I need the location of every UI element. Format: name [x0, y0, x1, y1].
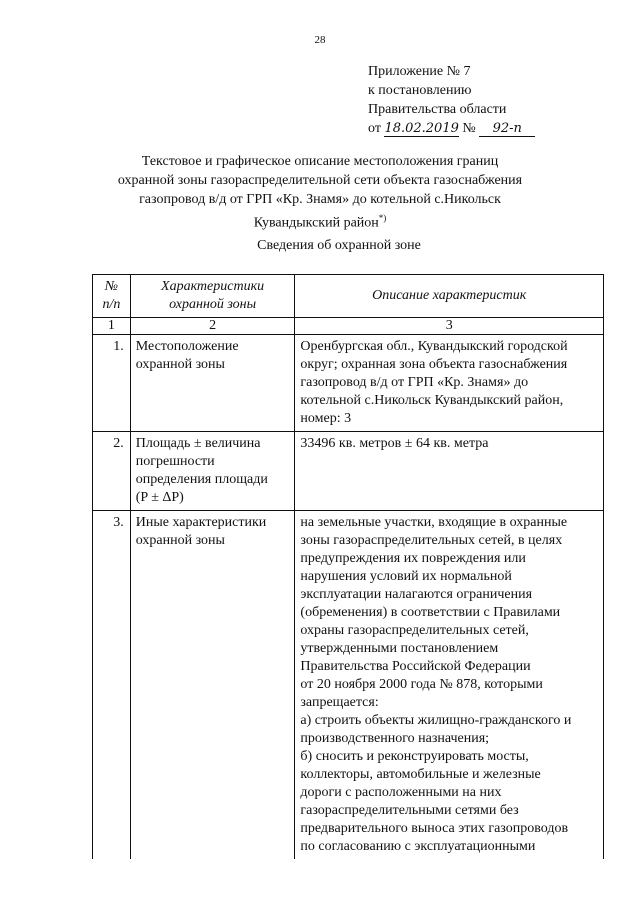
protection-zone-table — [92, 274, 604, 859]
row-number: 3. — [93, 511, 131, 860]
number-label: № — [462, 121, 476, 136]
handwritten-number: 92-п — [479, 122, 535, 137]
header-characteristics: Характеристики охранной зоны — [130, 275, 295, 318]
row-characteristic: Местоположение охранной зоны — [130, 335, 295, 432]
row-description: 33496 кв. метров ± 64 кв. метра — [295, 432, 604, 511]
table-row — [93, 335, 604, 432]
document-title — [100, 152, 540, 233]
title-district: Кувандыкский район — [253, 215, 379, 231]
page-number: 28 — [314, 34, 326, 46]
title-line-4 — [100, 209, 540, 233]
index-cell-2: 2 — [130, 318, 295, 335]
row-description: Оренбургская обл., Кувандыкский городской округ; охранная зона объекта газоснабжения газопровод в/д от ГРП «Кр. Знамя» до котельной с.Никольск Кувандыкский район, номер: 3 — [295, 335, 604, 432]
appendix-date-line — [368, 119, 535, 138]
footnote-mark: *) — [378, 213, 387, 223]
from-label: от — [368, 121, 381, 136]
title-line-3: газопровод в/д от ГРП «Кр. Знамя» до котельной с.Никольск — [139, 192, 501, 207]
title-line-1: Текстовое и графическое описание местоположения границ — [141, 154, 499, 169]
row-description: на земельные участки, входящие в охранные зоны газораспределительных сетей, в целях предупреждения их повреждения или нарушения условий их нормальной эксплуатации налагаются ограничения (обременения) в соответствии с Правилами охраны газораспределительных сетей, утвержденными постановлением Правительства Российской Федерации от 20 ноября 2000 года № 878, которыми запрещается: а) строить объекты жилищно-гражданского и производственного назначения; б) сносить и реконструировать мосты, коллекторы, автомобильные и железные дороги с расположенными на них газораспределительными сетями без предварительного выноса этих газопроводов по согласованию с эксплуатационными — [295, 511, 604, 860]
header-description: Описание характеристик — [295, 275, 604, 318]
index-cell-1: 1 — [93, 318, 131, 335]
appendix-block — [368, 62, 535, 138]
appendix-line-2: к постановлению — [368, 83, 472, 98]
table-index-row — [93, 318, 604, 335]
row-number: 2. — [93, 432, 131, 511]
header-num: № п/п — [93, 275, 131, 318]
index-cell-3: 3 — [295, 318, 604, 335]
table-row — [93, 511, 604, 860]
table-header-row — [93, 275, 604, 318]
table-row — [93, 432, 604, 511]
row-number: 1. — [93, 335, 131, 432]
title-line-2: охранной зоны газораспределительной сети объекта газоснабжения — [117, 173, 523, 188]
appendix-line-3: Правительства области — [368, 102, 507, 117]
appendix-line-1: Приложение № 7 — [368, 64, 471, 79]
row-characteristic: Иные характеристики охранной зоны — [130, 511, 295, 860]
row-characteristic: Площадь ± величина погрешности определения площади (P ± ΔP) — [130, 432, 295, 511]
handwritten-date: 18.02.2019 — [384, 121, 459, 136]
section-subtitle: Сведения об охранной зоне — [257, 238, 421, 253]
